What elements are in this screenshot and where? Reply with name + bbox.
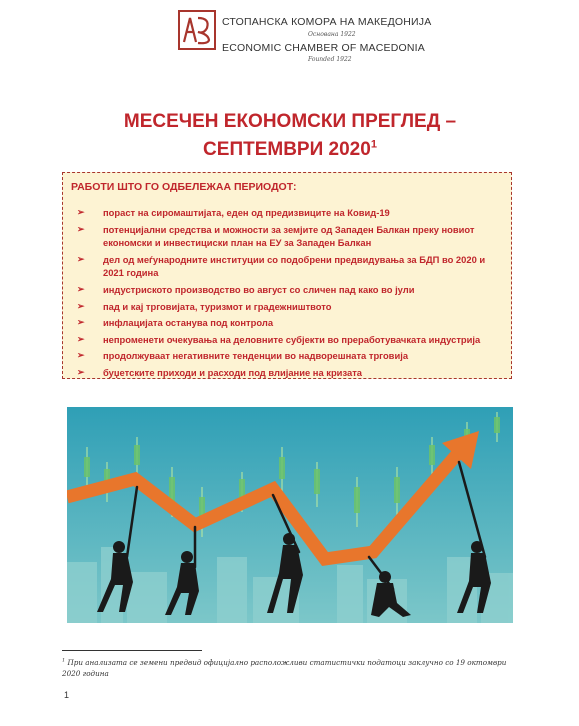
list-item-text: непроменети очекувања на деловните субјекти во преработувачката индустрија bbox=[103, 333, 481, 345]
page-number: 1 bbox=[64, 690, 70, 700]
list-item bbox=[77, 283, 502, 297]
list-item bbox=[77, 333, 502, 347]
list-item-text: пад и кај трговијата, туризмот и градежништвото bbox=[103, 300, 332, 312]
list-item-text: пораст на сиромаштијата, еден од предизвиците на Ковид-19 bbox=[103, 207, 390, 218]
arrow-right-icon: ➢ bbox=[77, 283, 85, 294]
list-item bbox=[77, 300, 502, 314]
highlights-heading: РАБОТИ ШТО ГО ОДБЕЛЕЖАА ПЕРИОДОТ: bbox=[71, 181, 297, 193]
highlights-box bbox=[62, 172, 512, 379]
arrow-right-icon: ➢ bbox=[77, 207, 85, 217]
ssk-monogram-logo bbox=[178, 10, 216, 50]
arrow-right-icon: ➢ bbox=[77, 317, 85, 328]
list-item bbox=[77, 223, 502, 250]
org-name-mk: СТОПАНСКА КОМОРА НА МАКЕДОНИЈА bbox=[222, 16, 432, 28]
arrow-right-icon: ➢ bbox=[77, 253, 85, 264]
highlights-list bbox=[77, 206, 502, 383]
footnote-marker: 1 bbox=[62, 657, 66, 664]
founded-en: Founded 1922 bbox=[308, 56, 352, 63]
list-item bbox=[77, 349, 502, 363]
list-item bbox=[77, 253, 502, 280]
list-item bbox=[77, 366, 502, 380]
org-name-en: ECONOMIC CHAMBER OF MACEDONIA bbox=[222, 42, 425, 54]
list-item-text: индустриското производство во август со сличен пад како во јули bbox=[103, 283, 415, 295]
list-item-text: потенцијални средства и можности за земјите од Западен Балкан преку новиот економски и инвестициски план на ЕУ за Западен Балкан bbox=[103, 223, 475, 249]
page-title-line1 bbox=[60, 108, 520, 136]
page-title-line2 bbox=[60, 136, 520, 164]
list-item bbox=[77, 206, 502, 220]
list-item-text: инфлацијата останува под контрола bbox=[103, 317, 274, 329]
list-item-text: дел од меѓународните институции со подобрени предвидувања за БДП во 2020 и 2021 година bbox=[103, 253, 486, 279]
arrow-right-icon: ➢ bbox=[77, 350, 85, 361]
footnote-separator bbox=[62, 650, 202, 651]
footnote bbox=[62, 657, 517, 679]
list-item-text: продолжуваат негативните тенденции во надворешната трговија bbox=[103, 350, 409, 362]
title-footnote-ref: 1 bbox=[370, 138, 377, 151]
footnote-text: При анализата се земени предвид официјално расположливи статистички податоци заклучно со 19 октомври 2020 година bbox=[62, 658, 507, 678]
arrow-right-icon: ➢ bbox=[77, 300, 85, 311]
arrow-right-icon: ➢ bbox=[77, 333, 85, 344]
header bbox=[178, 10, 432, 64]
list-item-text: буџетските приходи и расходи под влијание на кризата bbox=[103, 366, 362, 378]
arrow-right-icon: ➢ bbox=[77, 223, 85, 234]
arrow-right-icon: ➢ bbox=[77, 366, 85, 377]
title-text-line1: МЕСЕЧЕН ЕКОНОМСКИ ПРЕГЛЕД – bbox=[123, 111, 457, 132]
title-text-line2: СЕПТЕМВРИ 2020 bbox=[203, 139, 371, 160]
business-people-pushing-growth-arrow-illustration bbox=[67, 407, 513, 623]
founded-mk: Основана 1922 bbox=[308, 31, 356, 38]
list-item bbox=[77, 316, 502, 330]
